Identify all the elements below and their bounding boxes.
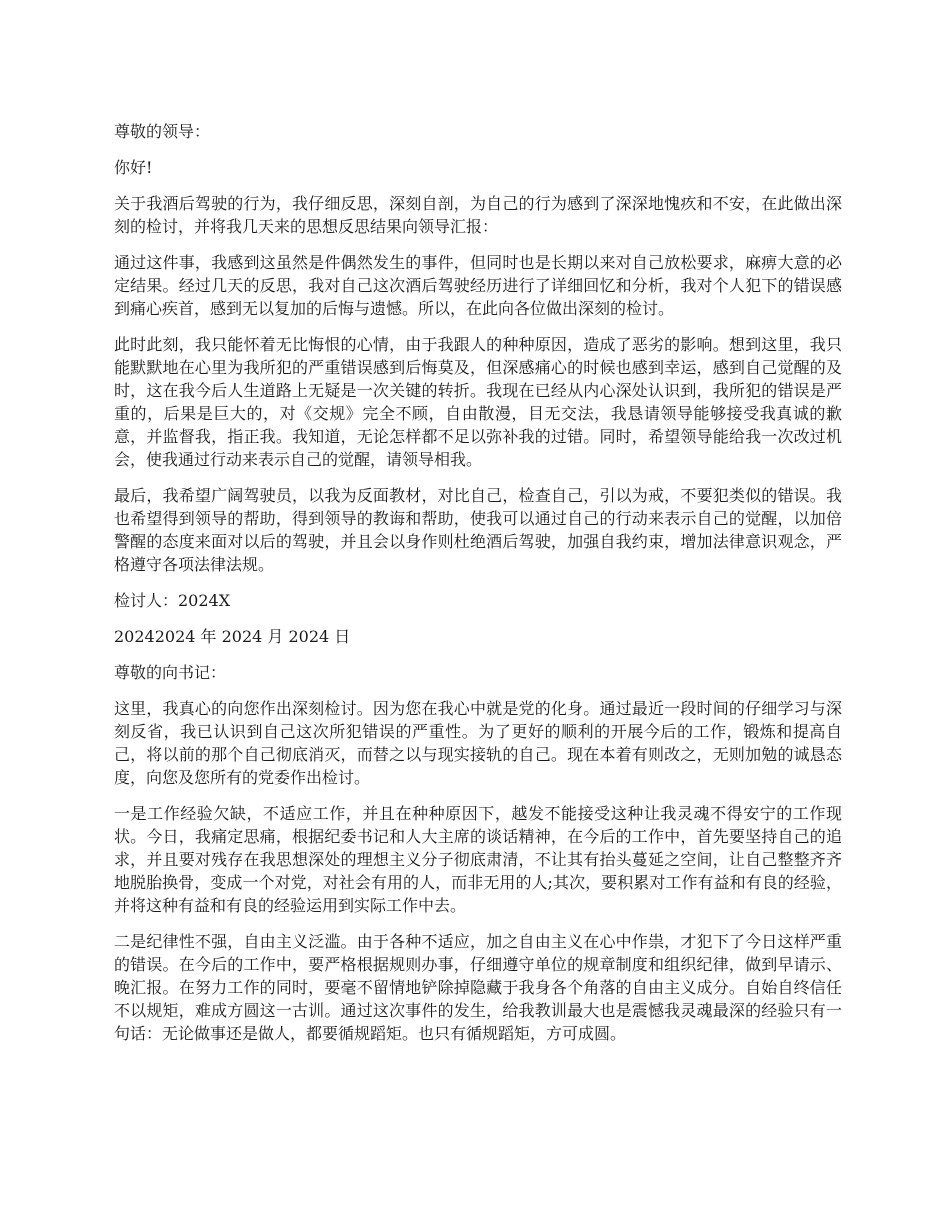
signature-line: 检讨人：2024X (114, 591, 231, 610)
salutation-secretary: 尊敬的向书记： (114, 663, 227, 682)
point-one-paragraph: 一是工作经验欠缺，不适应工作，并且在种种原因下，越发不能接受这种让我灵魂不得安宁的工作现状。今日，我痛定思痛，根据纪委书记和人大主席的谈话精神，在今后的工作中，首先要坚持自己的追求，并且要对残存在我思想深处的理想主义分子彻底肃清，不让其有抬头蔓延之空间，让自己整整齐齐地脱胎换骨，变成一个对党，对社会有用的人，而非无用的人;其次，要积累对工作有益和有良的经验，并将这种有益和有良的经验运用到实际工作中去。 (114, 804, 842, 915)
point-two-paragraph: 二是纪律性不强，自由主义泛滥。由于各种不适应，加之自由主义在心中作祟，才犯下了今日这样严重的错误。在今后的工作中，要严格根据规则办事，仔细遵守单位的规章制度和组织纪律，做到早请示、晚汇报。在努力工作的同时，要毫不留情地铲除掉隐藏于我身各个角落的自由主义成分。自始自终信任不以规矩，难成方圆这一古训。通过这次事件的发生，给我教训最大也是震憾我灵魂最深的经验只有一句话：无论做事还是做人，都要循规蹈矩。也只有循规蹈矩，方可成圆。 (114, 932, 842, 1043)
second-intro-paragraph: 这里，我真心的向您作出深刻检讨。因为您在我心中就是党的化身。通过最近一段时间的仔细学习与深刻反省，我已认识到自己这次所犯错误的严重性。为了更好的顺利的开展今后的工作，锻炼和提高自己，将以前的那个自己彻底消灭，而替之以与现实接轨的自己。现在本着有则改之，无则加勉的诚恳态度，向您及您所有的党委作出检讨。 (114, 699, 842, 787)
intro-paragraph: 关于我酒后驾驶的行为，我仔细反思，深刻自剖，为自己的行为感到了深深地愧疚和不安，在此做出深刻的检讨，并将我几天来的思想反思结果向领导汇报： (114, 194, 842, 236)
greeting: 你好! (114, 158, 153, 177)
salutation-leader: 尊敬的领导： (114, 122, 211, 141)
date-line: 20242024 年 2024 月 2024 日 (114, 627, 351, 646)
reflection-paragraph: 通过这件事，我感到这虽然是件偶然发生的事件，但同时也是长期以来对自己放松要求，麻痹大意的必定结果。经过几天的反思，我对自己这次酒后驾驶经历进行了详细回忆和分析，我对个人犯下的错误感到痛心疾首，感到无以复加的后悔与遗憾。所以，在此向各位做出深刻的检讨。 (114, 253, 842, 318)
regret-paragraph: 此时此刻，我只能怀着无比悔恨的心情，由于我跟人的种种原因，造成了恶劣的影响。想到这里，我只能默默地在心里为我所犯的严重错误感到后悔莫及，但深感痛心的时候也感到幸运，感到自己觉醒的及时，这在我今后人生道路上无疑是一次关键的转折。我现在已经从内心深处认识到，我所犯的错误是严重的，后果是巨大的，对《交规》完全不顾，自由散漫，目无交法，我恳请领导能够接受我真诚的歉意，并监督我，指正我。我知道，无论怎样都不足以弥补我的过错。同时，希望领导能给我一次改过机会，使我通过行动来表示自己的觉醒，请领导相我。 (114, 335, 842, 469)
document-body (114, 120, 842, 1058)
closing-paragraph: 最后，我希望广阔驾驶员，以我为反面教材，对比自己，检查自己，引以为戒，不要犯类似的错误。我也希望得到领导的帮助，得到领导的教诲和帮助，使我可以通过自己的行动来表示自己的觉醒，以加倍警醒的态度来面对以后的驾驶，并且会以身作则杜绝酒后驾驶，加强自我约束，增加法律意识观念，严格遵守各项法律法规。 (114, 486, 842, 574)
